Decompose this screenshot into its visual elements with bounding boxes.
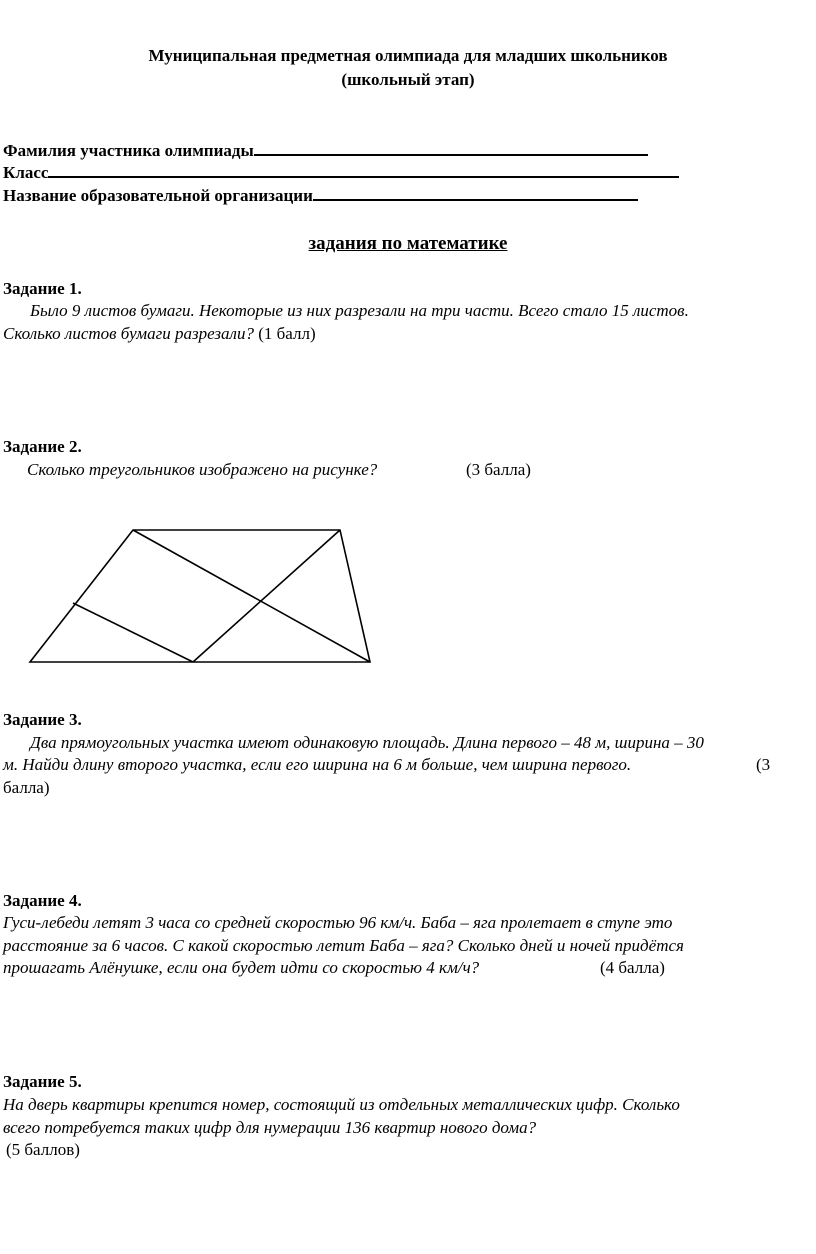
class-label: Класс xyxy=(3,163,49,182)
task-3-line-1: Два прямоугольных участка имеют одинаковую площадь. Длина первого – 48 м, ширина – 30 xyxy=(30,733,704,752)
task-2-points: (3 балла) xyxy=(466,460,531,479)
header-line-2: (школьный этап) xyxy=(341,70,475,89)
task-4-line-3: прошагать Алёнушке, если она будет идти со скоростью 4 км/ч? xyxy=(3,958,480,977)
inner-line-right xyxy=(193,530,340,662)
task-3-line-2-text: м. Найди длину второго участка, если его ширина на 6 м больше, чем ширина первого. xyxy=(3,755,632,774)
task-4-points: (4 балла) xyxy=(600,958,665,977)
diagonal-line xyxy=(133,530,370,662)
surname-label: Фамилия участника олимпиады xyxy=(3,141,254,160)
task-5-line-2: всего потребуется таких цифр для нумерации 136 квартир нового дома? xyxy=(3,1118,537,1137)
header-line-1: Муниципальная предметная олимпиада для младших школьников xyxy=(148,46,668,65)
task-4-line-2: расстояние за 6 часов. С какой скоростью летит Баба – яга? Сколько дней и ночей придётся xyxy=(3,936,684,955)
task-4-line-1: Гуси-лебеди летят 3 часа со средней скоростью 96 км/ч. Баба – яга пролетает в ступе это xyxy=(3,913,673,932)
subject-heading: задания по математике xyxy=(308,233,508,254)
inner-line-left xyxy=(73,603,193,662)
task-3-points-part1: (3 xyxy=(756,755,771,774)
task-2-title: Задание 2. xyxy=(3,437,82,456)
organization-label: Название образовательной организации xyxy=(3,186,313,205)
task-1-line-1: Было 9 листов бумаги. Некоторые из них разрезали на три части. Всего стало 15 листов. xyxy=(30,301,689,320)
task-5-points: (5 баллов) xyxy=(6,1140,80,1159)
task-3-points-part2: балла) xyxy=(3,778,50,797)
task-3-title: Задание 3. xyxy=(3,710,82,729)
task-1-title: Задание 1. xyxy=(3,279,82,298)
task-3-line-2 xyxy=(3,755,631,775)
task-5-line-1: На дверь квартиры крепится номер, состоящий из отдельных металлических цифр. Сколько xyxy=(3,1095,680,1114)
task-1-line-2-text: Сколько листов бумаги разрезали? xyxy=(3,324,254,343)
task-1-points: (1 балл) xyxy=(258,324,316,343)
task-2-question: Сколько треугольников изображено на рисунке? xyxy=(27,460,378,479)
task-4-title: Задание 4. xyxy=(3,891,82,910)
task-5-title: Задание 5. xyxy=(3,1072,82,1091)
